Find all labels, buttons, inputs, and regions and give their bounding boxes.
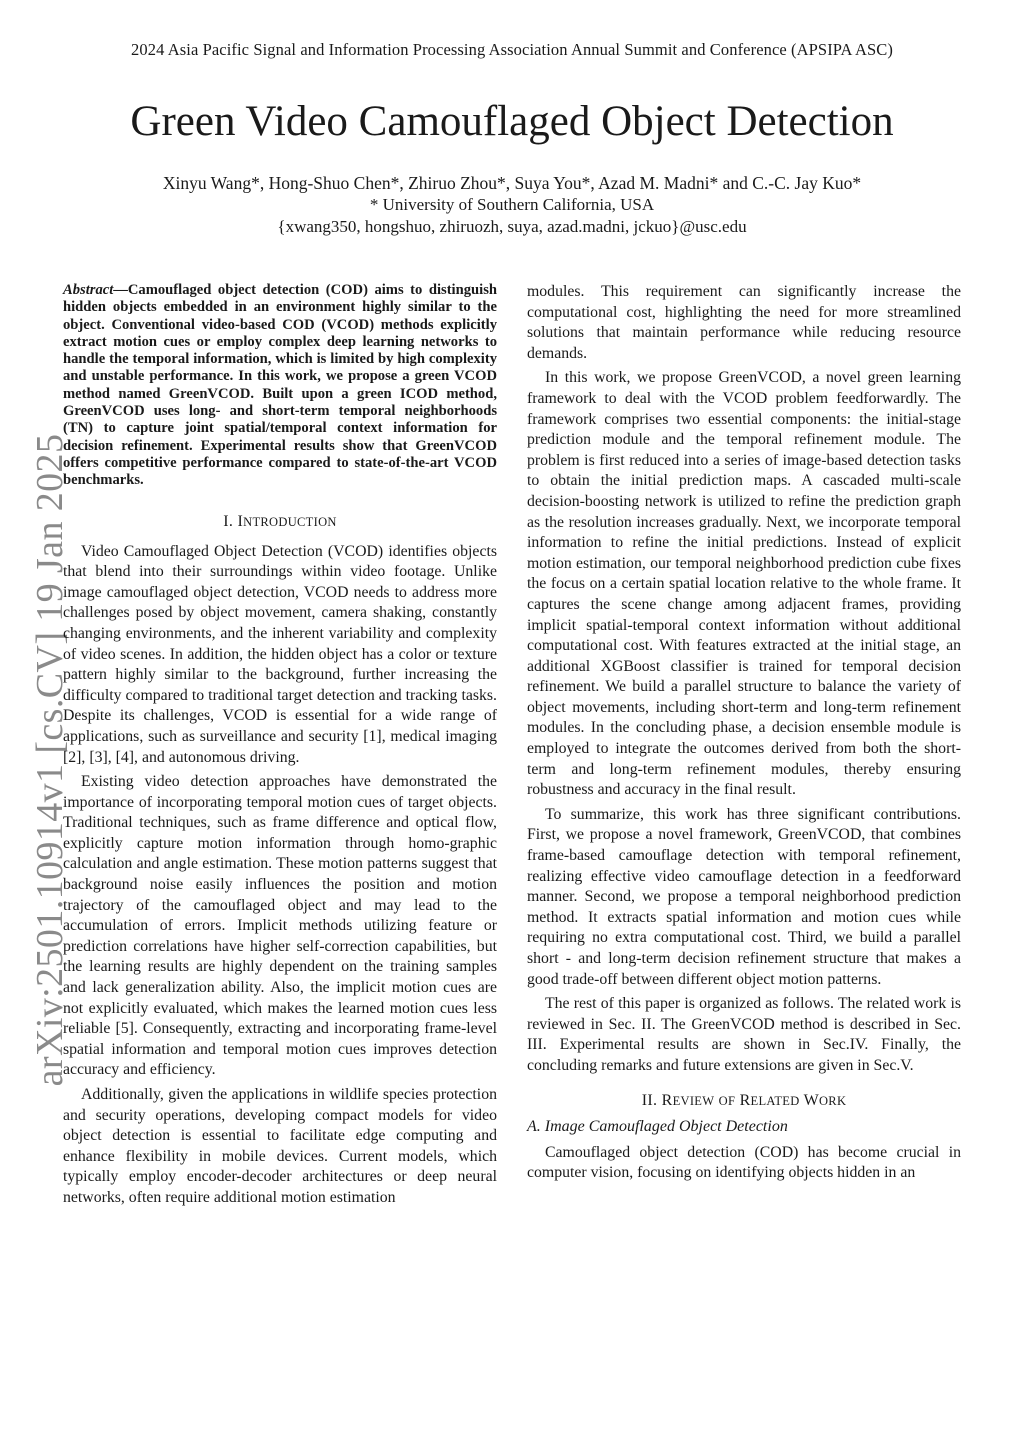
intro-paragraph-4: In this work, we propose GreenVCOD, a novel green learning framework to deal with the VCOD problem feedforwardly. The framework comprises two essential components: the initial-stage prediction module and the temporal refinement module. The problem is first reduced into a series of image-based detection tasks to obtain the initial prediction maps. A cascaded multi-scale decision-boosting network is utilized to refine the prediction graph as the resolution increases gradually. Next, we incorporate temporal information to refine the initial predictions. Instead of explicit motion estimation, our temporal neighborhood prediction cube fixes the focus on a certain spatial location relative to the whole frame. It captures the scene change among adjacent frames, providing implicit spatial-temporal context information without additional computational cost. With features extracted at the initial stage, an additional XGBoost classifier is trained for temporal decision refinement. We build a parallel structure to balance the variety of object movements, including short-term and long-term refinement modules. In the concluding phase, a decision ensemble module is employed to integrate the outcomes derived from both the short-term and long-term refinement modules, thereby ensuring robustness and accuracy in the final result. bbox=[527, 369, 961, 799]
abstract bbox=[63, 282, 497, 490]
section-number: I. bbox=[223, 512, 234, 530]
intro-paragraph-3-continued: modules. This requirement can significantly increase the computational cost, highlighting the need for more streamlined solutions that maintain performance while reducing resource demands. bbox=[527, 283, 961, 362]
related-work-paragraph-1: Camouflaged object detection (COD) has become crucial in computer vision, focusing on identifying objects hidden in an bbox=[527, 1143, 961, 1182]
intro-paragraph-3: Additionally, given the applications in wildlife species protection and security operations, developing compact models for video object detection is essential to facilitate edge computing and enhance flexibility in mobile devices. Current models, which typically employ encoder-decoder architectures or deep neural networks, often require additional motion estimation bbox=[63, 1086, 497, 1206]
intro-paragraph-2: Existing video detection approaches have demonstrated the importance of incorporating temporal motion cues of target objects. Traditional techniques, such as frame difference and optical flow, explicitly capture motion information through homo-graphic calculation and angle estimation. These motion patterns suggest that background noise easily influences the position and motion trajectory of the camouflaged object and may lead to the accumulation of errors. Implicit methods utilizing feature or prediction correlations have higher self-correction capabilities, but the learning results are highly dependent on the training samples and lack generalization ability. Also, the implicit motion cues are not explicitly evaluated, which makes the learned motion cues less reliable [5]. Consequently, extracting and incorporating frame-level spatial information and temporal motion cues improves detection accuracy and efficiency. bbox=[63, 773, 497, 1079]
intro-paragraph-1: Video Camouflaged Object Detection (VCOD) identifies objects that blend into their surroundings within video footage. Unlike image camouflaged object detection, VCOD needs to address more challenges posed by object movement, camera shaking, constantly changing environments, and the inherent variability and complexity of video scenes. In addition, the hidden object has a color or texture pattern highly similar to the background, further increasing the difficulty compared to traditional target detection and tracking tasks. Despite its challenges, VCOD is essential for a wide range of applications, such as surveillance and security [1], medical imaging [2], [3], [4], and autonomous driving. bbox=[63, 542, 497, 766]
abstract-label: Abstract bbox=[63, 282, 114, 298]
left-column bbox=[63, 282, 497, 1213]
section-word-initial: R bbox=[661, 1091, 673, 1109]
section-word-rest: EVIEW bbox=[672, 1093, 715, 1108]
section-word-initial: W bbox=[803, 1091, 819, 1109]
section-title-rest: NTRODUCTION bbox=[243, 514, 337, 529]
author-list: Xinyu Wang*, Hong-Shuo Chen*, Zhiruo Zhou*, Suya You*, Azad M. Madni* and C.-C. Jay Kuo* bbox=[162, 173, 862, 193]
conference-header: 2024 Asia Pacific Signal and Information Processing Association Annual Summit and Conference (APSIPA ASC) bbox=[131, 40, 893, 59]
intro-paragraph-6: The rest of this paper is organized as follows. The related work is reviewed in Sec. II. The GreenVCOD method is described in Sec. III. Experimental results are shown in Sec.IV. Finally, the concluding remarks and future extensions are given in Sec.V. bbox=[527, 995, 961, 1074]
author-emails: {xwang350, hongshuo, zhiruozh, suya, azad.madni, jckuo}@usc.edu bbox=[277, 217, 747, 236]
right-column bbox=[527, 282, 961, 1188]
affiliation: * University of Southern California, USA bbox=[369, 195, 655, 214]
section-number: II. bbox=[641, 1091, 658, 1109]
arxiv-identifier-stamp: arXiv:2501.10914v1 [cs.CV] 19 Jan 2025 bbox=[29, 433, 71, 1087]
abstract-text: —Camouflaged object detection (COD) aims to distinguish hidden objects embedded in an environment highly similar to the object. Conventional video-based COD (VCOD) methods explicitly extract motion cues or employ complex deep learning networks to handle the temporal information, which is limited by high complexity and unstable performance. In this work, we propose a green VCOD method named GreenVCOD. Built upon a green ICOD method, GreenVCOD uses long- and short-term temporal neighborhoods (TN) to capture joint spatial/temporal context information for decision refinement. Experimental results show that GreenVCOD offers competitive performance compared to state-of-the-art VCOD benchmarks. bbox=[63, 282, 497, 489]
section-heading-introduction bbox=[63, 512, 497, 532]
section-title-initial: I bbox=[237, 512, 244, 530]
section-word-rest: OF bbox=[718, 1093, 736, 1108]
intro-paragraph-5: To summarize, this work has three significant contributions. First, we propose a novel framework, GreenVCOD, that combines frame-based camouflage detection with temporal refinement, realizing effective video camouflage detection in a feedforward manner. Second, we propose a temporal neighborhood prediction method. It extracts spatial information and motion cues while requiring no extra computational cost. Third, we build a parallel short - and long-term decision refinement structure that makes a good trade-off between different object motion patterns. bbox=[527, 805, 961, 988]
paper-title: Green Video Camouflaged Object Detection bbox=[130, 98, 894, 145]
section-word-initial: R bbox=[739, 1091, 751, 1109]
section-word-rest: ELATED bbox=[750, 1093, 800, 1108]
section-heading-related-work bbox=[527, 1091, 961, 1111]
section-word-rest: ORK bbox=[818, 1093, 847, 1108]
subsection-heading-image-cod: A. Image Camouflaged Object Detection bbox=[527, 1117, 788, 1135]
